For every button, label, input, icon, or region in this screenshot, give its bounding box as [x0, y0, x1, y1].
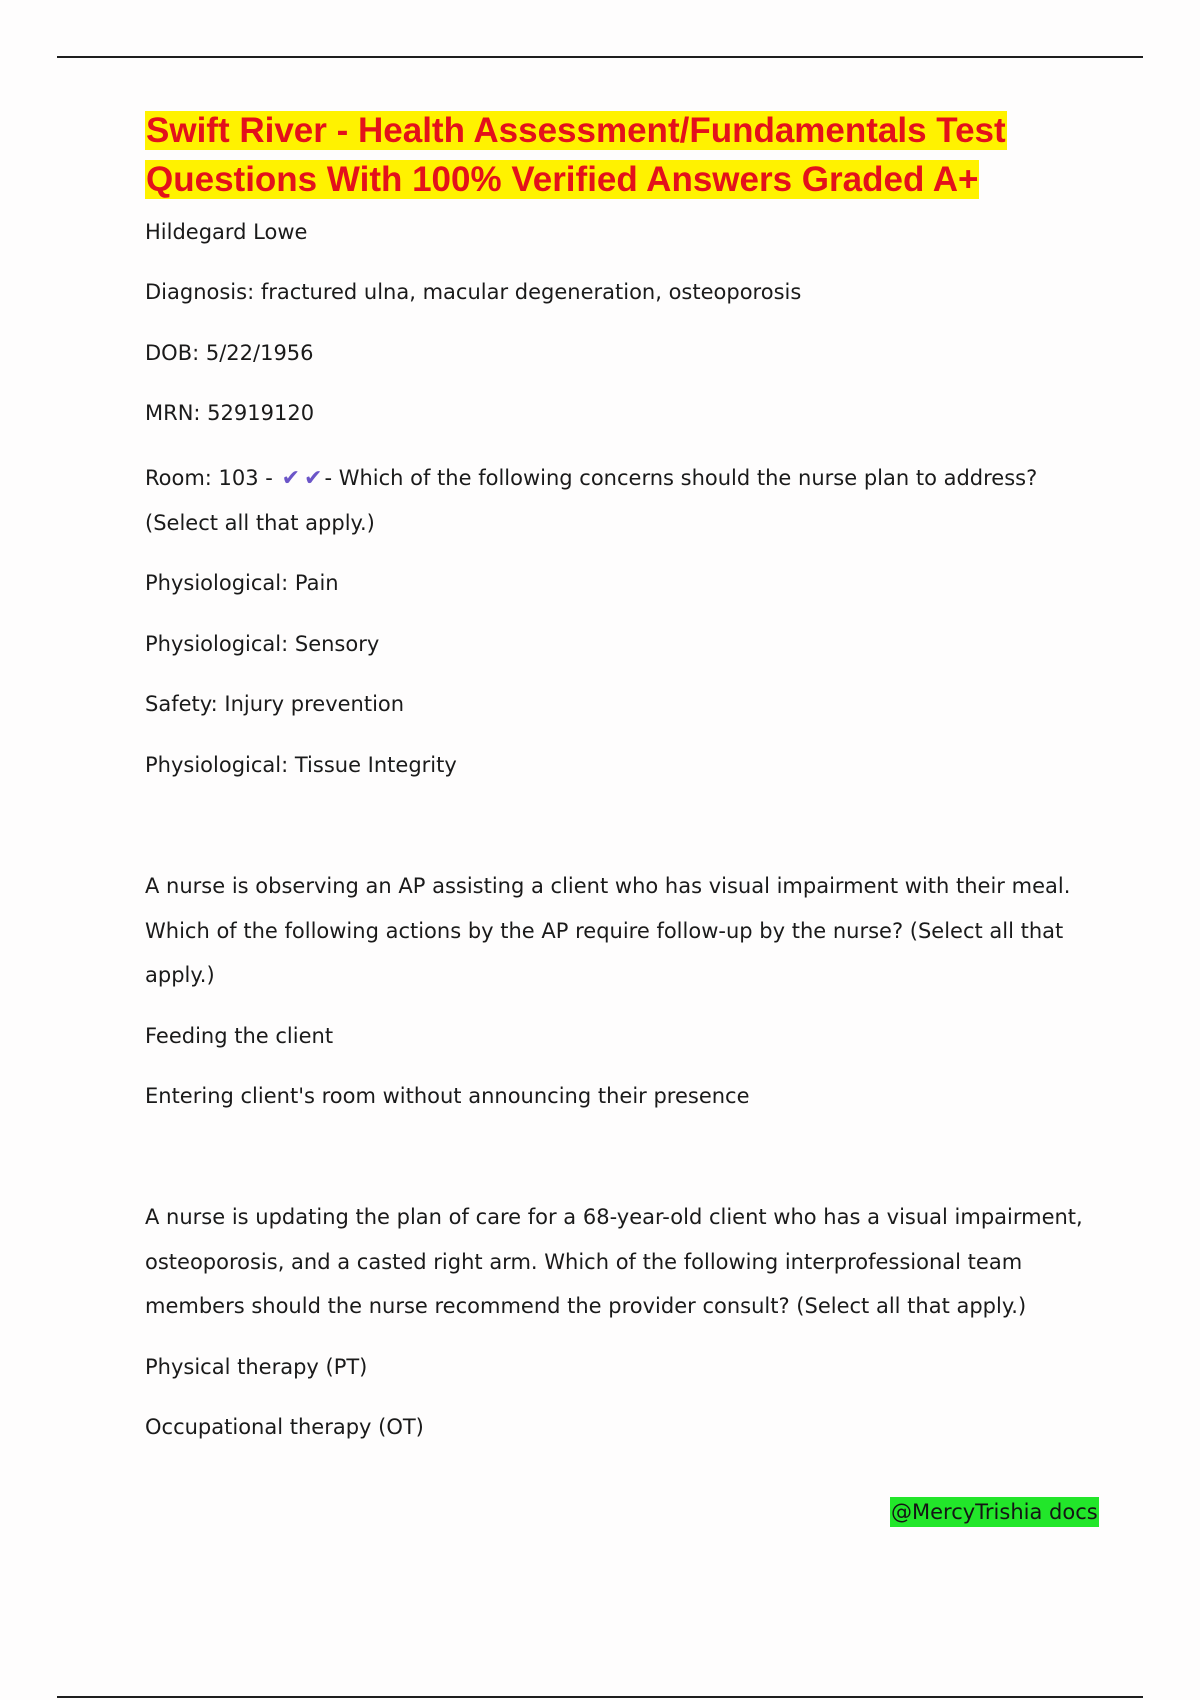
- question-1-answer: Physiological: Sensory: [145, 632, 380, 656]
- question-1-stem-line-2: (Select all that apply.): [145, 511, 375, 535]
- bottom-rule: [57, 1696, 1143, 1698]
- question-2-stem-line: A nurse is observing an AP assisting a client who has visual impairment with their meal.: [145, 874, 1071, 898]
- watermark-label: @MercyTrishia docs: [890, 1497, 1099, 1527]
- question-3-answer: Physical therapy (PT): [145, 1355, 368, 1379]
- question-3-stem-line: A nurse is updating the plan of care for a 68-year-old client who has a visual impairment,: [145, 1205, 1083, 1229]
- question-1-answer: Physiological: Tissue Integrity: [145, 753, 457, 777]
- room-label: Room: 103 -: [145, 466, 273, 490]
- question-1-answer: Safety: Injury prevention: [145, 692, 405, 716]
- question-3-stem-line: members should the nurse recommend the provider consult? (Select all that apply.): [145, 1294, 1027, 1318]
- question-3-stem-line: osteoporosis, and a casted right arm. Which of the following interprofessional team: [145, 1250, 1023, 1274]
- question-2-answer: Feeding the client: [145, 1024, 334, 1048]
- patient-dob: DOB: 5/22/1956: [145, 341, 314, 365]
- question-1-stem-line-1: [145, 463, 1037, 494]
- top-rule: [57, 56, 1143, 58]
- patient-mrn: MRN: 52919120: [145, 401, 315, 425]
- checkmark-icon: ✔: [304, 466, 323, 491]
- question-3-answer: Occupational therapy (OT): [145, 1415, 424, 1439]
- patient-name: Hildegard Lowe: [145, 220, 308, 244]
- question-2-stem-line: apply.): [145, 963, 215, 987]
- patient-diagnosis: Diagnosis: fractured ulna, macular degeneration, osteoporosis: [145, 280, 802, 304]
- title-line-1: Swift River - Health Assessment/Fundamentals Test: [146, 111, 1006, 150]
- question-2-answer: Entering client's room without announcing their presence: [145, 1084, 750, 1108]
- question-1-stem-text: - Which of the following concerns should the nurse plan to address?: [324, 466, 1038, 490]
- document-title: [145, 106, 1145, 204]
- question-2-stem-line: Which of the following actions by the AP require follow-up by the nurse? (Select all that: [145, 919, 1064, 943]
- title-line-2: Questions With 100% Verified Answers Graded A+: [146, 160, 979, 199]
- checkmark-icon: ✔: [281, 466, 301, 491]
- question-1-answer: Physiological: Pain: [145, 571, 339, 595]
